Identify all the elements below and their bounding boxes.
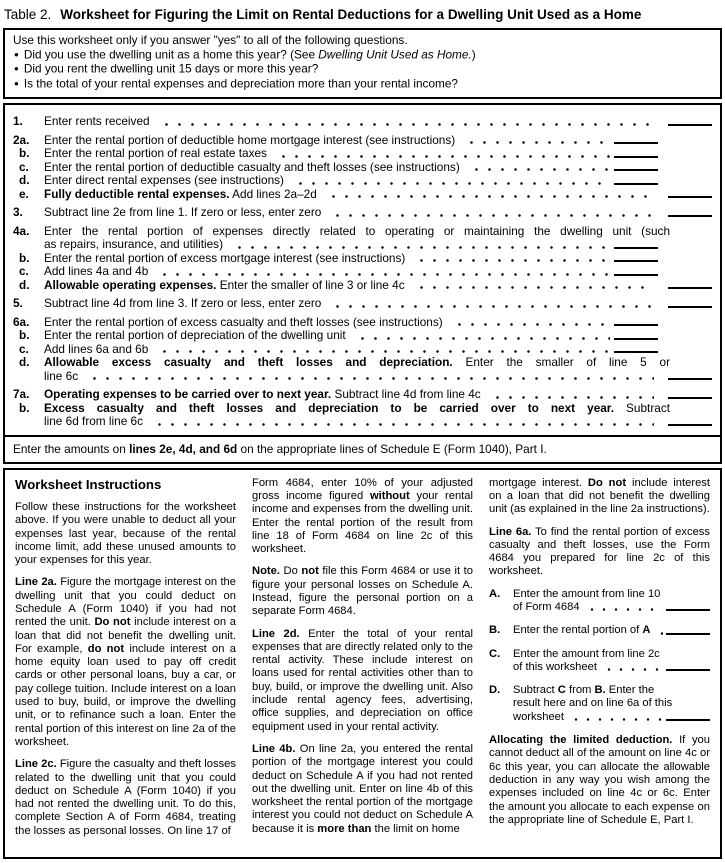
questions-box [3,28,722,99]
text-segment: Enter the rental portion of excess casualty and theft losses (see instructions) [44,314,443,329]
worksheet-row-7a [5,388,720,402]
line-row [44,147,712,161]
dot-leader [156,350,610,353]
amount-entry-line-outer [668,397,712,399]
item-letter: D. [489,684,501,697]
text-segment: Enter the total of your rental expenses that are directly related only to the rental activity. These include interest on loans used for rental activities other than to buy, build, or improve the dwelling unit. Also include rental agency fees, advertising, office supplies, and depreciation on office equipment used in your rental activity. [252,627,473,733]
worksheet-row-4a [5,225,720,252]
dot-leader [656,632,663,635]
line-row [44,297,712,311]
line-label [44,415,143,429]
amount-entry-line-outer [668,142,712,144]
instruction-paragraph [15,576,236,749]
line-label [44,225,670,239]
instruction-item [489,624,710,637]
dot-leader [292,182,610,185]
line-row [44,134,712,148]
line-row [44,415,712,429]
item-label [513,601,580,614]
dot-leader [231,246,610,249]
worksheet-row-4d [5,279,720,293]
item-line [513,697,710,710]
text-segment: Add lines 2a–2d [229,186,317,201]
text-segment: worksheet [513,710,564,723]
line-label [44,147,267,161]
amount-entry-line-inner [614,324,658,326]
item-text [513,684,710,724]
text-segment: Subtract line 4d from line 4c [331,387,481,402]
line-label [44,297,321,311]
line-text [44,188,712,202]
text-segment: Line 2c. [15,758,57,771]
text-segment: Enter the rental portion of real estate taxes [44,146,267,161]
instruction-paragraph [252,477,473,557]
item-text [513,648,710,675]
dot-leader [586,608,663,611]
dot-leader [451,323,610,326]
instruction-paragraph [252,743,473,836]
item-label [513,684,654,697]
worksheet-box [3,103,722,464]
text-segment: ) [471,47,476,62]
item-label [513,661,597,674]
dot-leader [603,668,663,671]
text-segment: Figure the mortgage interest on the dwelling unit that you could deduct on Schedule A (Form 1040) if you had not rented the unit. [15,576,236,629]
text-segment: Enter the rental portion of deductible casualty and theft losses (see instructions) [44,159,460,174]
instructions-column-3 [489,477,710,847]
text-segment: Allowable excess casualty and theft losses and depreciation. [44,355,453,370]
line-label [44,206,321,220]
text-segment: C [557,684,566,697]
question-bullet [13,62,712,76]
text-segment: Allowable operating expenses. [44,277,217,292]
line-label [44,115,150,129]
text-segment: Subtract [513,684,558,697]
text-segment: Enter the amounts on [13,441,130,456]
text-segment: Note. [252,565,280,578]
text-segment: Do not [94,616,131,629]
text-segment: without [369,489,410,502]
amount-entry-line-outer [668,183,712,185]
text-segment: your rental income and expenses from the dwelling unit. Enter the rental portion of the result from line 18 of Form 4684 on line 2c of this worksheet. [252,489,473,556]
item-line [513,624,710,637]
instruction-item [489,684,710,724]
line-text [44,225,712,252]
text-segment: include interest on a home equity loan used to pay off credit cards or other personal loans, buy a car, or pay college tuition. Include interest on a loan used to buy, build, or improve the dwelling unit, or to refinance such a loan. Enter the rental portion of this interest on line 2a of the worksheet. [15,642,236,748]
worksheet-row-6c [5,343,720,357]
worksheet-footer-note [5,435,720,462]
question-bullet [13,77,712,91]
worksheet-footer-text [13,442,547,456]
line-text [44,297,712,311]
line-row [44,316,712,330]
bullet-icon: ● [14,49,19,59]
item-line [513,711,710,724]
line-row [44,279,712,293]
instruction-paragraph [252,628,473,734]
text-segment: as repairs, insurance, and utilities) [44,237,224,252]
line-number: 3. [13,205,23,220]
text-segment: Add lines 4a and 4b [44,264,149,279]
dot-leader [158,123,654,126]
instruction-paragraph [15,758,236,838]
line-row [44,161,712,175]
amount-entry-line-inner [614,169,658,171]
line-number: 5. [13,296,23,311]
amount-entry-line-outer [668,306,712,308]
worksheet-row-2a [5,134,720,148]
text-segment: Enter the rental portion of [513,624,643,637]
line-text [44,388,712,402]
text-segment: Subtract [614,400,670,415]
item-letter: C. [489,647,501,660]
text-segment: Is the total of your rental expenses and depreciation more than your rental income? [23,76,458,91]
text-segment: the limit on home [371,822,460,835]
dot-leader [329,305,654,308]
text-segment: Enter the rental portion of depreciation of the dwelling unit [44,328,346,343]
amount-entry-line-outer [668,324,712,326]
line-row [44,115,712,129]
text-segment: of this worksheet [513,660,597,673]
worksheet-rows [5,115,720,429]
text-segment: of Form 4684 [513,601,580,613]
text-segment: Did you rent the dwelling unit 15 days or more this year? [23,61,319,76]
text-segment: Allocating the limited deduction. [489,734,673,747]
line-row [44,225,712,239]
amount-entry-line-inner [614,351,658,353]
text-segment: Excess casualty and theft losses and depreciation to be carried over to next year. [44,400,615,415]
questions-bullet-list [13,48,712,91]
line-row [44,370,712,384]
amount-entry-line-inner [614,183,658,185]
line-label [44,265,148,279]
dot-leader [325,195,654,198]
instruction-paragraph [489,477,710,517]
item-line [513,684,710,697]
line-label [44,279,405,293]
line-label [44,356,670,370]
amount-entry-line-inner [614,274,658,276]
text-segment: Enter the smaller of line 5 or [452,355,671,370]
text-segment: Dwelling Unit Used as Home. [318,47,472,62]
item-label [513,588,660,601]
line-text [44,329,712,343]
worksheet-instructions-box [3,468,722,859]
worksheet-row-6a [5,316,720,330]
text-segment: Line 2a. [15,576,57,589]
amount-entry-line [666,609,710,611]
item-line [513,601,710,614]
line-text [44,343,712,357]
line-text [44,174,712,188]
text-segment: include interest on a loan that did not benefit the dwelling unit. For example, [15,616,236,655]
dot-leader [468,168,610,171]
line-label [44,134,455,148]
text-segment: Enter the rental portion of expenses directly related to operating or maintaining the dwelling unit (such [44,223,670,238]
instructions-heading: Worksheet Instructions [15,476,162,492]
text-segment: not [301,565,319,578]
worksheet-row-6b [5,329,720,343]
line-label [44,316,443,330]
line-number: b. [19,400,30,415]
worksheet-row-2d [5,174,720,188]
worksheet-row-4c [5,265,720,279]
line-row [44,356,712,370]
text-segment: more than [317,822,372,835]
text-segment: Add lines 6a and 6b [44,341,149,356]
amount-entry-line [666,719,710,721]
amount-entry-line-outer [668,196,712,198]
line-number: c. [19,159,29,174]
worksheet-row-2b [5,147,720,161]
table-title [3,3,722,28]
dot-leader [489,396,654,399]
instruction-paragraph [15,501,236,567]
instructions-column-1 [15,477,236,847]
line-label [44,370,78,384]
text-segment: Fully deductible rental expenses. [44,186,230,201]
text-segment: Enter direct rental expenses (see instructions) [44,173,284,188]
line-row [44,206,712,220]
amount-entry-line-outer [668,351,712,353]
line-label [44,329,346,343]
amount-entry-line-inner [614,156,658,158]
line-text [44,134,712,148]
amount-entry-line-inner [614,260,658,262]
item-label [513,648,660,661]
amount-entry-line-outer [668,338,712,340]
line-label [44,174,284,188]
amount-entry-line-outer [668,260,712,262]
text-segment: Operating expenses to be carried over to next year. [44,387,332,402]
line-number: 7a. [13,387,30,402]
table-number: Table 2. [4,7,52,22]
text-segment: include interest on a loan that did not benefit the dwelling unit (as explained in the line 2a instructions). [489,476,710,516]
line-text [44,206,712,220]
amount-entry-line-outer [668,247,712,249]
text-segment: Enter the rental portion of excess mortgage interest (see instructions) [44,250,406,265]
instruction-paragraph [489,526,710,579]
text-segment: line 6c [44,368,79,383]
worksheet-row-6d [5,356,720,383]
instruction-paragraph [489,734,710,827]
line-text [44,161,712,175]
line-label [44,402,670,416]
line-text [44,147,712,161]
item-line [513,588,710,601]
text-segment: Line 2d. [252,627,300,640]
text-segment: Subtract line 2e from line 1. If zero or less, enter zero [44,205,322,220]
text-segment: Form 4684, enter 10% of your adjusted gross income figured [252,476,473,502]
instruction-item [489,648,710,675]
instruction-paragraph [252,565,473,618]
question-bullet [13,48,712,62]
text-segment: B. [594,684,606,697]
amount-entry-line-inner [614,338,658,340]
line-text [44,402,712,429]
line-row [44,329,712,343]
text-segment: A [642,624,651,637]
instructions-column-2 [252,477,473,847]
text-segment: Line 4b. [252,742,296,755]
amount-entry-line-outer [668,124,712,126]
item-letter: A. [489,587,501,600]
dot-leader [151,423,654,426]
worksheet-row-7b [5,402,720,429]
line-number: c. [19,264,29,279]
text-segment: Do not [587,476,627,489]
bullet-icon: ● [14,78,19,88]
text-segment: Enter the [605,684,655,697]
text-segment: Line 6a. [489,525,532,538]
text-segment: Did you use the dwelling unit as a home this year? (See [23,47,319,62]
amount-entry-line-outer [668,378,712,380]
text-segment: line 6d from line 6c [44,414,144,429]
dot-leader [354,337,610,340]
dot-leader [413,286,654,289]
text-segment: from [565,684,595,697]
line-label [44,188,317,202]
line-number: 2a. [13,132,30,147]
bullet-icon: ● [14,64,19,74]
line-number: d. [19,277,30,292]
text-segment: Enter the amount from line 10 [513,587,661,600]
line-text [44,316,712,330]
questions-intro: Use this worksheet only if you answer "yes" to all of the following questions. [13,33,408,47]
amount-entry-line-outer [668,215,712,217]
line-text [44,115,712,129]
item-label [513,624,650,637]
line-row [44,188,712,202]
worksheet-row-4b [5,252,720,266]
line-number: d. [19,173,30,188]
line-label [44,238,223,252]
line-number: e. [19,186,29,201]
line-row [44,343,712,357]
amount-entry-line-inner [614,142,658,144]
line-row [44,174,712,188]
line-label [44,252,405,266]
dot-leader [86,377,654,380]
worksheet-row-3 [5,206,720,220]
dot-leader [570,718,663,721]
dot-leader [156,273,610,276]
worksheet-row-2c [5,161,720,175]
item-label [513,697,672,710]
text-segment: file this Form 4684 or use it to figure your personal losses on Schedule A. Instead, figure the personal portion on a separate Form 4684. [252,565,473,618]
item-text [513,588,710,615]
worksheet-row-1 [5,115,720,129]
line-row [44,402,712,416]
line-label [44,388,481,402]
line-text [44,252,712,266]
text-segment: Enter the smaller of line 3 or line 4c [216,277,405,292]
line-text [44,279,712,293]
amount-entry-line-inner [614,247,658,249]
line-number: c. [19,341,29,356]
worksheet-row-5 [5,297,720,311]
text-segment: on the appropriate lines of Schedule E (Form 1040), Part I. [237,441,547,456]
amount-entry-line-outer [668,287,712,289]
instructions-columns [15,477,710,847]
line-number: 1. [13,114,23,129]
text-segment: do not [87,642,125,655]
line-row [44,388,712,402]
text-segment: Subtract line 4d from line 3. If zero or less, enter zero [44,296,322,311]
amount-entry-line-outer [668,156,712,158]
line-number: b. [19,250,30,265]
text-segment: Enter the amount from line 2c [513,647,660,660]
line-row [44,265,712,279]
text-segment: To find the rental portion of excess casualty and theft losses, use the Form 4684 you prepared for line 2c of this worksheet. [489,525,710,578]
line-number: d. [19,355,30,370]
text-segment: result here and on line 6a of this [513,697,673,710]
text-segment: Enter rents received [44,114,150,129]
line-row [44,252,712,266]
text-segment: Figure the casualty and theft losses related to the dwelling unit that you could deduct on Schedule A (Form 1040) if you had not rented the dwelling unit. To do this, complete Section A of Form 4684, treating the losses as personal losses. On line 17 of [15,758,236,837]
dot-leader [413,259,610,262]
line-label [44,161,460,175]
text-segment: On line 2a, you entered the rental portion of the mortgage interest you could deduct on Schedule A if you had not rented out the dwelling unit. Enter on line 4b of this worksheet the rental portion of the mortgage interest you could not deduct on Schedule A because it is [252,742,473,835]
amount-entry-line [666,669,710,671]
item-line [513,648,710,661]
item-letter: B. [489,624,501,637]
instruction-item [489,588,710,615]
item-label [513,711,564,724]
text-segment: Enter the rental portion of deductible home mortgage interest (see instructions) [44,132,456,147]
dot-leader [463,141,610,144]
text-segment: If you cannot deduct all of the amount on line 4c or 6c this year, you can allocate the allowable deduction in any way you wish among the expenses included on line 4c or 6c. Enter the amount you allocate to each expense on the appropriate line of Schedule E, Part I. [489,734,710,826]
worksheet-row-2e [5,188,720,202]
dot-leader [329,214,654,217]
line-text [44,265,712,279]
amount-entry-line-outer [668,274,712,276]
line-number: 6a. [13,314,30,329]
line-number: b. [19,146,30,161]
text-segment: Follow these instructions for the worksheet above. If you were unable to deduct all your expenses last year, because of the rental income limit, add these unused amounts to your expenses for this year. [15,500,236,567]
text-segment: mortgage interest. [489,476,588,489]
line-number: b. [19,328,30,343]
line-number: 4a. [13,223,30,238]
text-segment: lines 2e, 4d, and 6d [129,441,238,456]
item-line [513,661,710,674]
amount-entry-line-outer [668,424,712,426]
line-text [44,356,712,383]
item-text [513,624,710,637]
line-row [44,238,712,252]
amount-entry-line [666,633,710,635]
text-segment: Do [279,565,302,578]
dot-leader [275,155,610,158]
line-label [44,343,148,357]
amount-entry-line-outer [668,169,712,171]
table-title-text: Worksheet for Figuring the Limit on Rental Deductions for a Dwelling Unit Used as a Home [60,7,642,22]
